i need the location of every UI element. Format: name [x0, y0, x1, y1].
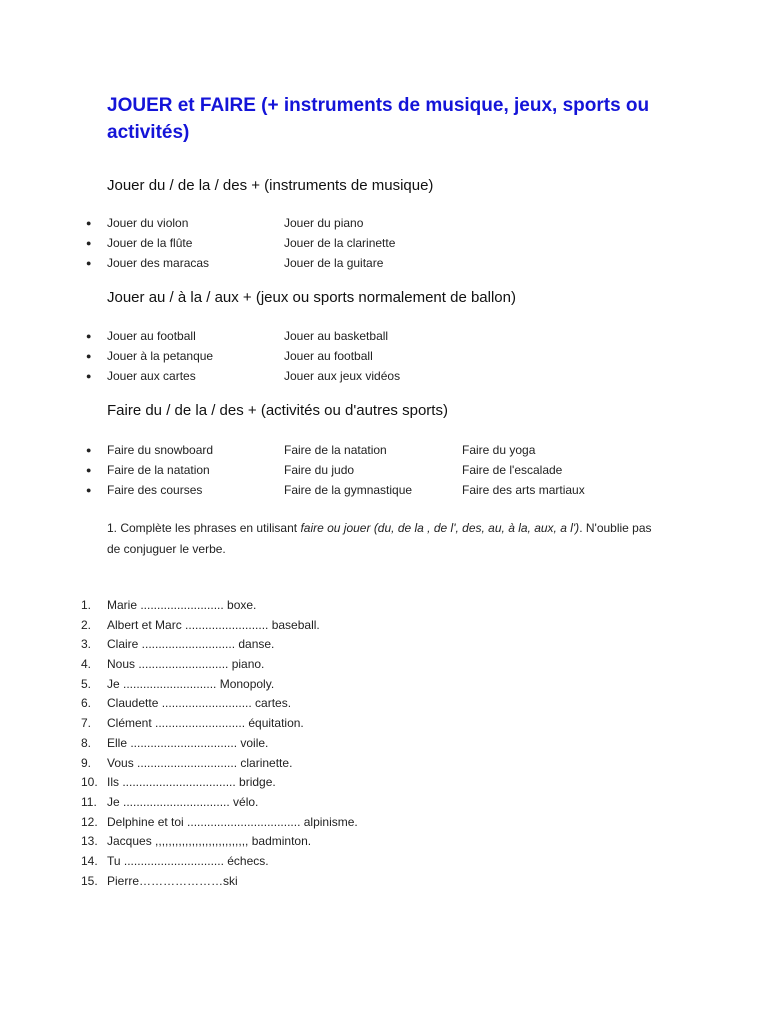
exercise-sentence: Jacques ,,,,,,,,,,,,,,,,,,,,,,,,,,,, badminton. [107, 834, 312, 849]
section-heading-games: Jouer au / à la / aux + (jeux ou sports normalement de ballon) [107, 289, 516, 306]
exercise-sentence: Clément ........................... équitation. [107, 716, 304, 731]
section-heading-activities: Faire du / de la / des + (activités ou d'autres sports) [107, 402, 448, 419]
exercise-number: 15. [81, 873, 98, 888]
exercise-sentence: Marie ......................... boxe. [107, 598, 257, 612]
bullet-list-activities [0, 440, 768, 500]
list-item-col-1: Jouer du violon [107, 216, 189, 230]
list-item [0, 253, 768, 273]
exercise-item [0, 832, 768, 852]
exercise-item [0, 754, 768, 774]
exercise-sentence: Je ............................ Monopoly. [107, 676, 275, 691]
bullet-icon: ● [86, 331, 92, 341]
exercise-sentence: Elle ................................ voile. [107, 735, 269, 750]
exercise-item [0, 852, 768, 872]
exercise-sentence: Ils .................................. bridge. [107, 775, 276, 790]
bullet-icon: ● [86, 445, 92, 455]
exercise-item [0, 694, 768, 714]
list-item [0, 346, 768, 366]
bullet-list-games [0, 326, 768, 386]
bullet-icon: ● [86, 371, 92, 381]
exercise-number: 14. [81, 853, 98, 868]
exercise-item [0, 872, 768, 892]
exercise-number: 1. [81, 598, 92, 612]
exercise-number: 7. [81, 716, 92, 731]
bullet-icon: ● [86, 238, 92, 248]
list-item-col-2: Faire de la gymnastique [284, 483, 413, 497]
bullet-icon: ● [86, 485, 92, 495]
list-item [0, 440, 768, 460]
exercise-number: 4. [81, 657, 92, 672]
list-item-col-1: Jouer des maracas [107, 256, 210, 270]
exercise-number: 6. [81, 696, 92, 711]
exercise-sentence: Pierre…………………ski [107, 873, 238, 888]
list-item [0, 366, 768, 386]
exercise-item [0, 734, 768, 754]
list-item [0, 326, 768, 346]
list-item [0, 213, 768, 233]
page-title: JOUER et FAIRE (+ instruments de musique, jeux, sports ou activités) [107, 95, 650, 143]
exercise-number: 13. [81, 834, 98, 849]
exercise-item [0, 675, 768, 695]
exercise-number: 3. [81, 637, 92, 652]
exercise-item [0, 655, 768, 675]
exercise-item [0, 616, 768, 636]
bullet-icon: ● [86, 218, 92, 228]
list-item-col-3: Faire de l'escalade [462, 463, 563, 477]
list-item [0, 460, 768, 480]
list-item-col-2: Jouer du piano [284, 216, 364, 230]
exercise-sentence: Claudette ........................... cartes. [107, 696, 292, 711]
exercise-number: 12. [81, 814, 98, 829]
exercise-sentence: Claire ............................ danse. [107, 637, 275, 652]
list-item [0, 233, 768, 253]
section-heading-instruments: Jouer du / de la / des + (instruments de musique) [107, 177, 434, 194]
exercise-item [0, 596, 768, 616]
list-item-col-2: Faire du judo [284, 463, 355, 477]
exercise-number: 10. [81, 775, 98, 790]
exercise-number: 9. [81, 755, 92, 770]
list-item-col-3: Faire des arts martiaux [462, 483, 585, 497]
bullet-icon: ● [86, 465, 92, 475]
list-item-col-1: Faire de la natation [107, 463, 210, 477]
bullet-icon: ● [86, 351, 92, 361]
list-item-col-2: Jouer au basketball [284, 329, 389, 343]
exercise-item [0, 773, 768, 793]
list-item-col-3: Faire du yoga [462, 443, 536, 457]
exercise-item [0, 793, 768, 813]
exercise-number: 8. [81, 735, 92, 750]
exercise-list [0, 596, 768, 891]
list-item-col-1: Jouer de la flûte [107, 236, 193, 250]
exercise-sentence: Tu .............................. échecs. [107, 853, 269, 868]
list-item-col-2: Jouer de la guitare [284, 256, 384, 270]
exercise-sentence: Nous ........................... piano. [107, 657, 265, 672]
list-item-col-1: Jouer au football [107, 329, 196, 343]
list-item-col-2: Jouer aux jeux vidéos [284, 369, 401, 383]
exercise-item [0, 714, 768, 734]
exercise-sentence: Je ................................ vélo. [107, 794, 259, 809]
exercise-instructions [107, 518, 667, 560]
list-item-col-1: Jouer à la petanque [107, 349, 214, 363]
instructions-text-before: 1. Complète les phrases en utilisant [107, 521, 301, 535]
exercise-number: 2. [81, 617, 92, 632]
exercise-number: 11. [81, 794, 97, 809]
instructions-text-italic: faire ou jouer (du, de la , de l', des, au, à la, aux, a l') [300, 521, 580, 535]
instructions-text-after: . N'oublie pas de conjuguer le verbe. [107, 521, 652, 556]
list-item-col-1: Jouer aux cartes [107, 369, 196, 383]
list-item-col-1: Faire des courses [107, 483, 203, 497]
list-item [0, 480, 768, 500]
exercise-sentence: Delphine et toi .................................. alpinisme. [107, 814, 358, 829]
exercise-sentence: Albert et Marc ......................... baseball. [107, 617, 320, 632]
exercise-item [0, 813, 768, 833]
exercise-sentence: Vous .............................. clarinette. [107, 755, 293, 770]
exercise-item [0, 635, 768, 655]
bullet-icon: ● [86, 258, 92, 268]
bullet-list-instruments [0, 213, 768, 273]
list-item-col-1: Faire du snowboard [107, 443, 214, 457]
exercise-number: 5. [81, 676, 92, 691]
list-item-col-2: Jouer au football [284, 349, 373, 363]
list-item-col-2: Faire de la natation [284, 443, 387, 457]
list-item-col-2: Jouer de la clarinette [284, 236, 396, 250]
